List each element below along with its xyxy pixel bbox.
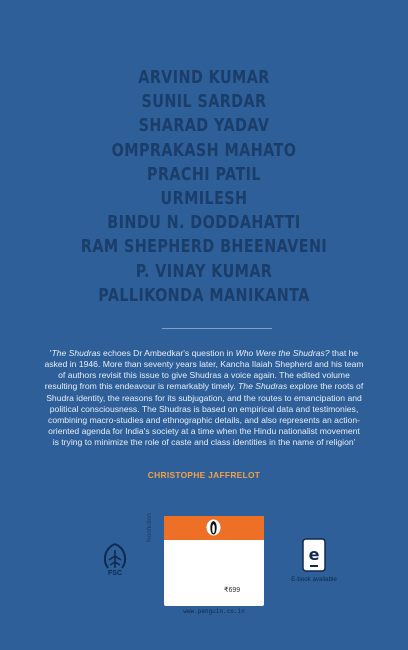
quote-italic-text: The Shudras: [51, 348, 101, 358]
author-name: OMPRAKASH MAHATO: [111, 140, 297, 161]
endorsement-quote: [44, 348, 364, 448]
quote-text: explore the roots of Shudra identity, the reasons for its subjugation, and the routes to emancipation and political consciousness. The Shudras is based on empirical data and testimonies, combining macro-studies and ethnographic details, and also represents an action-oriented agenda for India's society at a time when the Hindu nationalist movement is trying to minimize the role of caste and class identities in the name of religion': [46, 381, 364, 448]
ebook-icon: [302, 538, 326, 572]
author-name: PRACHI PATIL: [147, 164, 261, 185]
quote-text: echoes Dr Ambedkar's question in: [100, 348, 236, 358]
penguin-band: [164, 516, 264, 540]
author-name: P. VINAY KUMAR: [135, 261, 273, 282]
author-list: [0, 66, 408, 308]
quote-italic-text: The Shudras: [238, 381, 288, 392]
quote-italic-text: Who Were the Shudras?: [235, 348, 330, 358]
quote-text: ': [49, 348, 52, 358]
quote-text: that he asked in 1946. More than seventy years later, Kancha Ilaiah Shepherd and his team of authors revisit this issue to give Shudras a voice again. The edited volume resulting from this endeavour is remarkably timely.: [44, 348, 364, 392]
author-name: BINDU N. DODDAHATTI: [107, 213, 301, 234]
author-name: RAM SHEPHERD BHEENAVENI: [80, 237, 328, 258]
fsc-label: FSC: [108, 570, 122, 577]
price-label: ₹699: [224, 587, 241, 594]
author-name: SHARAD YADAV: [138, 116, 270, 137]
penguin-logo: [206, 519, 221, 536]
publisher-url: www.penguin.co.in: [183, 608, 245, 615]
author-name: URMILESH: [160, 189, 248, 210]
author-name: ARVIND KUMAR: [138, 68, 270, 88]
ebook-label: E-book available: [291, 576, 337, 583]
category-label: Nonfiction: [146, 513, 153, 542]
barcode-panel: [164, 516, 264, 606]
endorsement-attribution: CHRISTOPHE JAFFRELOT: [147, 470, 261, 480]
svg-text:e: e: [308, 545, 320, 564]
author-name: SUNIL SARDAR: [141, 92, 267, 113]
divider: [162, 328, 272, 329]
author-name: PALLIKONDA MANIKANTA: [98, 285, 310, 306]
